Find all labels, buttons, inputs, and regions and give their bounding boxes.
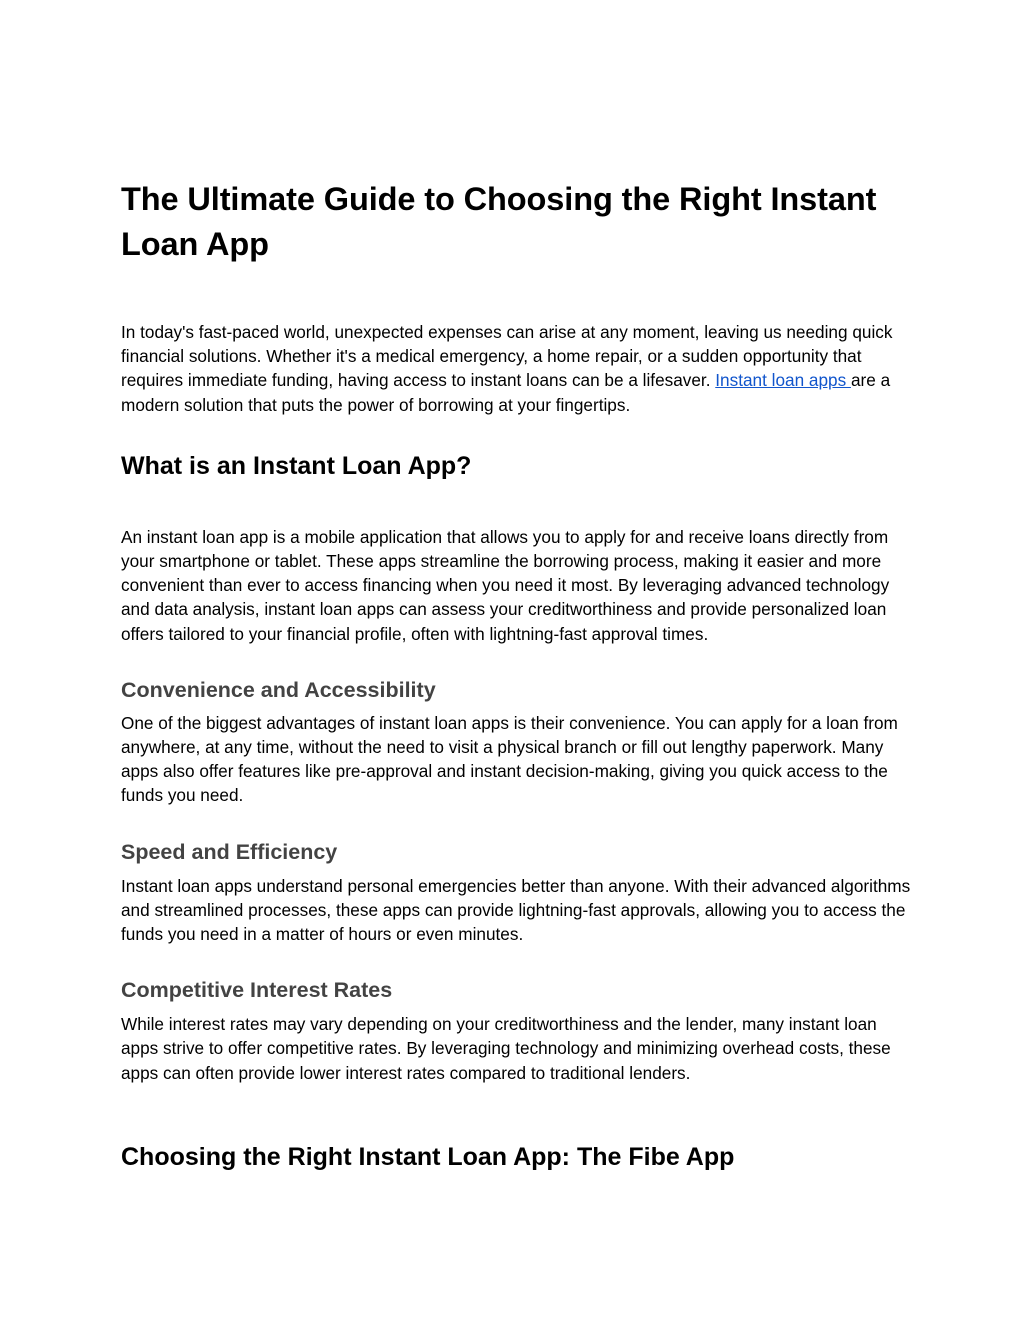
intro-paragraph [121, 320, 911, 417]
document-title: The Ultimate Guide to Choosing the Right Instant Loan App [121, 181, 877, 262]
paragraph-speed: Instant loan apps understand personal emergencies better than anyone. With their advanced algorithms and streamlined processes, these apps can provide lightning-fast approvals, allowing you to access the funds you need in a matter of hours or even minutes. [121, 875, 911, 945]
paragraph-what-is-instant-loan-app: An instant loan app is a mobile application that allows you to apply for and receive loans directly from your smartphone or tablet. These apps streamline the borrowing process, making it easier and more convenient than ever to access financing when you need it most. By leveraging advanced technology and data analysis, instant loan apps can assess your creditworthiness and provide personalized loan offers tailored to your financial profile, often with lightning-fast approval times. [121, 526, 890, 644]
heading-speed: Speed and Efficiency [121, 839, 338, 864]
instant-loan-apps-link[interactable]: Instant loan apps [715, 370, 851, 391]
heading-what-is-instant-loan-app: What is an Instant Loan App? [121, 451, 472, 480]
heading-fibe-app: Choosing the Right Instant Loan App: The Fibe App [121, 1142, 735, 1171]
intro-text-after-link: are a modern solution that puts the power of borrowing at your fingertips. [121, 370, 891, 415]
heading-interest-rates: Competitive Interest Rates [121, 978, 393, 1003]
paragraph-convenience: One of the biggest advantages of instant loan apps is their convenience. You can apply for a loan from anywhere, at any time, without the need to visit a physical branch or fill out lengthy paperwork. Many apps also offer features like pre-approval and instant decision-making, giving you quick access to the funds you need. [121, 712, 898, 806]
paragraph-interest-rates: While interest rates may vary depending on your creditworthiness and the lender, many instant loan apps strive to offer competitive rates. By leveraging technology and minimizing overhead costs, these apps can often provide lower interest rates compared to traditional lenders. [121, 1014, 891, 1083]
heading-convenience: Convenience and Accessibility [121, 677, 436, 702]
intro-text-before-link: In today's fast-paced world, unexpected expenses can arise at any moment, leaving us needing quick financial solutions. Whether it's a medical emergency, a home repair, or a sudden opportunity that requires immediate funding, having access to instant loans can be a lifesaver. [121, 322, 893, 391]
document-page [121, 177, 911, 1173]
